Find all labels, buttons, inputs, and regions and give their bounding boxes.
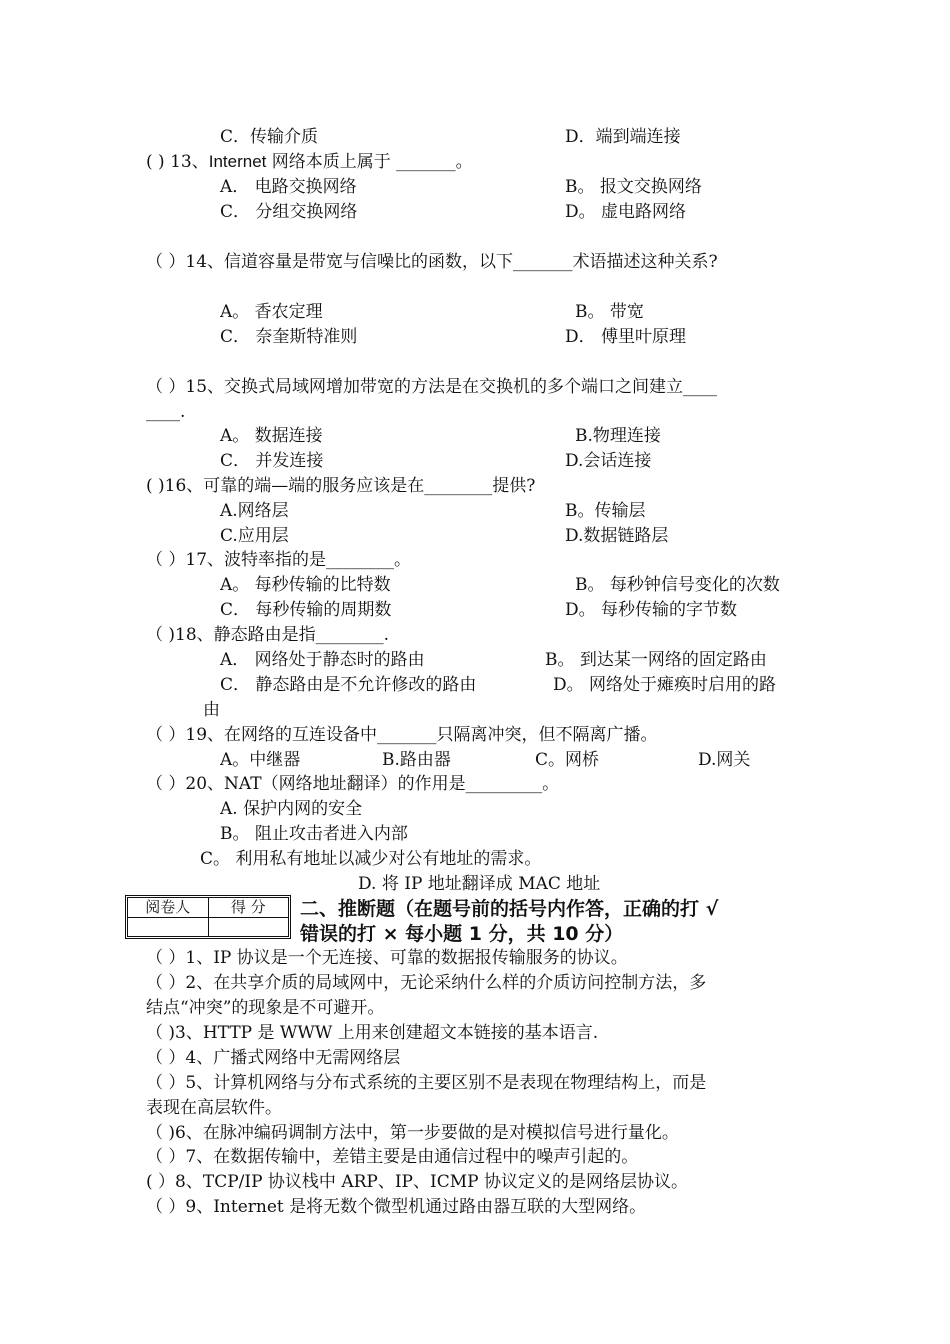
tf-question-5: （ ）5、计算机网络与分布式系统的主要区别不是表现在物理结构上，而是 [146, 1073, 707, 1093]
score-label: 得 分 [208, 898, 289, 917]
q16-option-c: C.应用层 [220, 526, 289, 546]
q19-option-d: D.网关 [698, 750, 751, 770]
score-box [125, 895, 291, 939]
q18-option-d: D。 网络处于瘫痪时启用的路 [553, 675, 777, 695]
tf-question-5-continuation: 表现在高层软件。 [146, 1098, 282, 1118]
q19-option-a: A。中继器 [220, 750, 301, 770]
q16-stem: ( )16、可靠的端—端的服务应该是在________提供? [146, 476, 536, 496]
grader-entry-cell [128, 918, 208, 937]
q14-option-a: A。 香农定理 [220, 302, 323, 322]
q15-option-d: D.会话连接 [565, 451, 652, 471]
q13-stem-prefix: ( ) 13、 [146, 152, 209, 172]
section2-title-line1: 二、推断题（在题号前的括号内作答，正确的打 √ [300, 898, 719, 920]
q14-option-c: C． 奈奎斯特准则 [220, 327, 358, 347]
q13-option-d: D。 虚电路网络 [565, 202, 687, 222]
q17-option-a: A。 每秒传输的比特数 [220, 575, 391, 595]
q15-option-a: A。 数据连接 [220, 426, 323, 446]
q19-option-c: C。网桥 [535, 750, 600, 770]
q17-option-c: C． 每秒传输的周期数 [220, 600, 392, 620]
q15-stem-continuation: ____. [146, 402, 186, 422]
q12-option-c: C．传输介质 [220, 127, 319, 147]
q17-option-b: B。 每秒钟信号变化的次数 [575, 575, 780, 595]
q18-option-a: A． 网络处于静态时的路由 [220, 650, 425, 670]
q13-stem-rest: 网络本质上属于 _______。 [266, 152, 473, 172]
tf-question-9: （ ）9、Internet 是将无数个微型机通过路由器互联的大型网络。 [146, 1197, 647, 1217]
score-box-entry-row [128, 918, 288, 937]
q13-option-b: B。 报文交换网络 [565, 177, 702, 197]
q15-stem: （ ）15、交换式局域网增加带宽的方法是在交换机的多个端口之间建立____ [146, 377, 718, 397]
score-entry-cell [208, 918, 289, 937]
q18-option-b: B。 到达某一网络的固定路由 [545, 650, 767, 670]
q13-stem-internet: Internet [208, 152, 267, 171]
score-box-header-row [128, 898, 288, 918]
tf-question-2-continuation: 结点“冲突”的现象是不可避开。 [146, 998, 385, 1018]
q18-stem: （ )18、静态路由是指________. [146, 625, 390, 645]
q13-option-c: C． 分组交换网络 [220, 202, 358, 222]
q16-option-d: D.数据链路层 [565, 526, 669, 546]
q15-option-b: B.物理连接 [575, 426, 661, 446]
q13-option-a: A． 电路交换网络 [220, 177, 357, 197]
q12-option-d: D．端到端连接 [565, 127, 681, 147]
q14-option-b: B。 带宽 [575, 302, 644, 322]
tf-question-2: （ ）2、在共享介质的局域网中，无论采纳什么样的介质访问控制方法，多 [146, 973, 707, 993]
tf-question-3: （ )3、HTTP 是 WWW 上用来创建超文本链接的基本语言. [146, 1023, 599, 1043]
q19-option-b: B.路由器 [382, 750, 451, 770]
tf-question-8: ( ）8、TCP/IP 协议栈中 ARP、IP、ICMP 协议定义的是网络层协议。 [146, 1172, 688, 1192]
tf-question-6: （ )6、在脉冲编码调制方法中，第一步要做的是对模拟信号进行量化。 [146, 1123, 679, 1143]
q17-stem: （ ）17、波特率指的是________。 [146, 550, 412, 570]
q18-option-d-continuation: 由 [203, 700, 220, 720]
section2-title-line2: 错误的打 × 每小题 1 分，共 10 分） [300, 923, 624, 945]
q16-option-b: B。传输层 [565, 501, 646, 521]
q20-option-d: D. 将 IP 地址翻译成 MAC 地址 [358, 874, 601, 894]
q20-option-c: C。 利用私有地址以减少对公有地址的需求。 [200, 849, 542, 869]
q15-option-c: C． 并发连接 [220, 451, 324, 471]
q20-stem: （ ）20、NAT（网络地址翻译）的作用是_________。 [146, 774, 560, 794]
q19-stem: （ ）19、在网络的互连设备中_______只隔离冲突，但不隔离广播。 [146, 725, 658, 745]
q20-option-b: B。 阻止攻击者进入内部 [220, 824, 408, 844]
q20-option-a: A. 保护内网的安全 [220, 799, 363, 819]
tf-question-4: （ ）4、广播式网络中无需网络层 [146, 1048, 401, 1068]
grader-label: 阅卷人 [145, 898, 191, 916]
q16-option-a: A.网络层 [220, 501, 289, 521]
q17-option-d: D。 每秒传输的字节数 [565, 600, 738, 620]
q18-option-c: C． 静态路由是不允许修改的路由 [220, 675, 477, 695]
q14-option-d: D． 傅里叶原理 [565, 327, 687, 347]
tf-question-1: （ ）1、IP 协议是一个无连接、可靠的数据报传输服务的协议。 [146, 948, 628, 968]
tf-question-7: （ ）7、在数据传输中，差错主要是由通信过程中的噪声引起的。 [146, 1147, 639, 1167]
q14-stem: （ ）14、信道容量是带宽与信噪比的函数，以下_______术语描述这种关系? [146, 252, 718, 272]
q13-stem [146, 151, 473, 173]
